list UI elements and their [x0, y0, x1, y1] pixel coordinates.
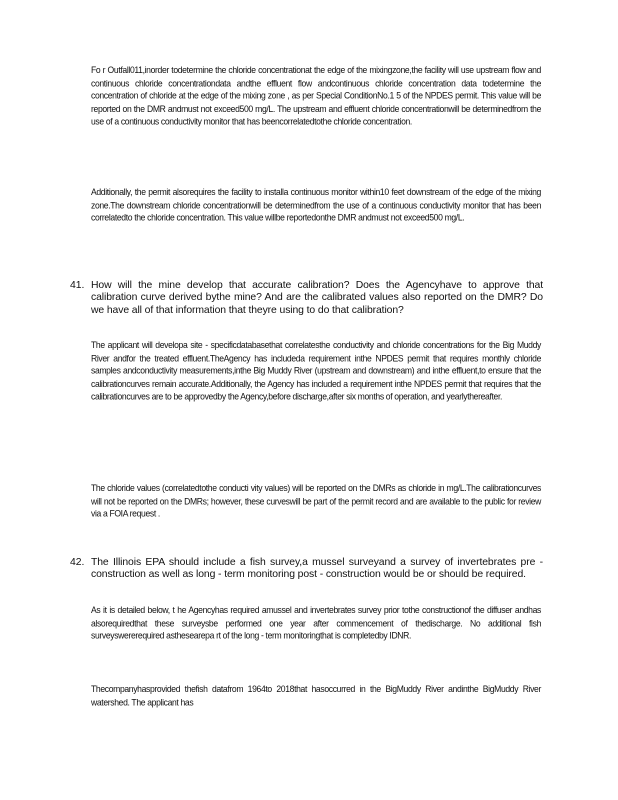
mussel-survey-paragraph: As it is detailed below, t he Agencyhas required amussel and invertebrates survey prior tothe constructionof the diffuser andhas alsorequiredthat these surveysbe performed one year after commencement of thedischarge. No additional fish surveyswererequired asthesearepa rt of the long - term monitoringthat is completedby IDNR. [91, 604, 541, 642]
question-41-number: 41. [70, 280, 85, 291]
question-41-text: How will the mine develop that accurate calibration? Does the Agencyhave to approve that calibration curve derived bythe mine? And are the calibrated values also reported on the DMR? Do we have all of that information that theyre using to do that calibration? [91, 280, 543, 316]
question-42-text: The Illinois EPA should include a fish survey,a mussel surveyand a survey of invertebrates pre - construction as well as long - term monitoring post - construction would be or should be required. [91, 557, 543, 581]
dmr-reporting-paragraph: The chloride values (correlatedtothe conducti vity values) will be reported on the DMRs as chloride in mg/L.The calibrationcurves will not be reported on the DMRs; however, these curveswill be part of the permit record and are available to the public for review via a FOIA request . [91, 482, 541, 520]
downstream-monitor-paragraph: Additionally, the permit alsorequires the facility to installa continuous monitor within10 feet downstream of the edge of the mixing zone.The downstream chloride concentrationwill be determinedfrom the use of a continuous conductivity monitor that has been correlatedto the chloride concentration. This value willbe reportedonthe DMR andmust not exceed500 mg/L. [91, 186, 541, 224]
calibration-database-paragraph: The applicant will developa site - specificdatabasethat correlatesthe conductivity and chloride concentrations for the Big Muddy River andfor the treated effluent.TheAgency has includeda requirement inthe NPDES permit that requires monthly chloride samples andconductivity measurements,inthe Big Muddy River (upstream and downstream) and inthe effluent,to ensure that the calibrationcurves remain accurate.Additionally, the Agency has included a requirement inthe NPDES permit that requires that the calibrationcurves are to be approvedby the Agency,before discharge,after six months of operation, and yearlythereafter. [91, 339, 541, 403]
outfall-monitoring-paragraph: Fo r Outfall011,inorder todetermine the chloride concentrationat the edge of the mixingzone,the facility will use upstream flow and continuous chloride concentrationdata andthe effluent flow andcontinuous chloride concentration data todetermine the concentration of chloride at the edge of the mixing zone , as per Special ConditionNo.1 5 of the NPDES permit. This value will be reported on the DMR andmust not exceed500 mg/L. The upstream and effluent chloride concentrationwill be determinedfrom the use of a continuous conductivity monitor that has beencorrelatedtothe chloride concentration. [91, 64, 541, 128]
question-42-number: 42. [70, 557, 85, 568]
fish-data-paragraph: Thecompanyhasprovided thefish datafrom 1964to 2018that hasoccurred in the BigMuddy River andinthe BigMuddy River watershed. The applicant has [91, 683, 541, 708]
